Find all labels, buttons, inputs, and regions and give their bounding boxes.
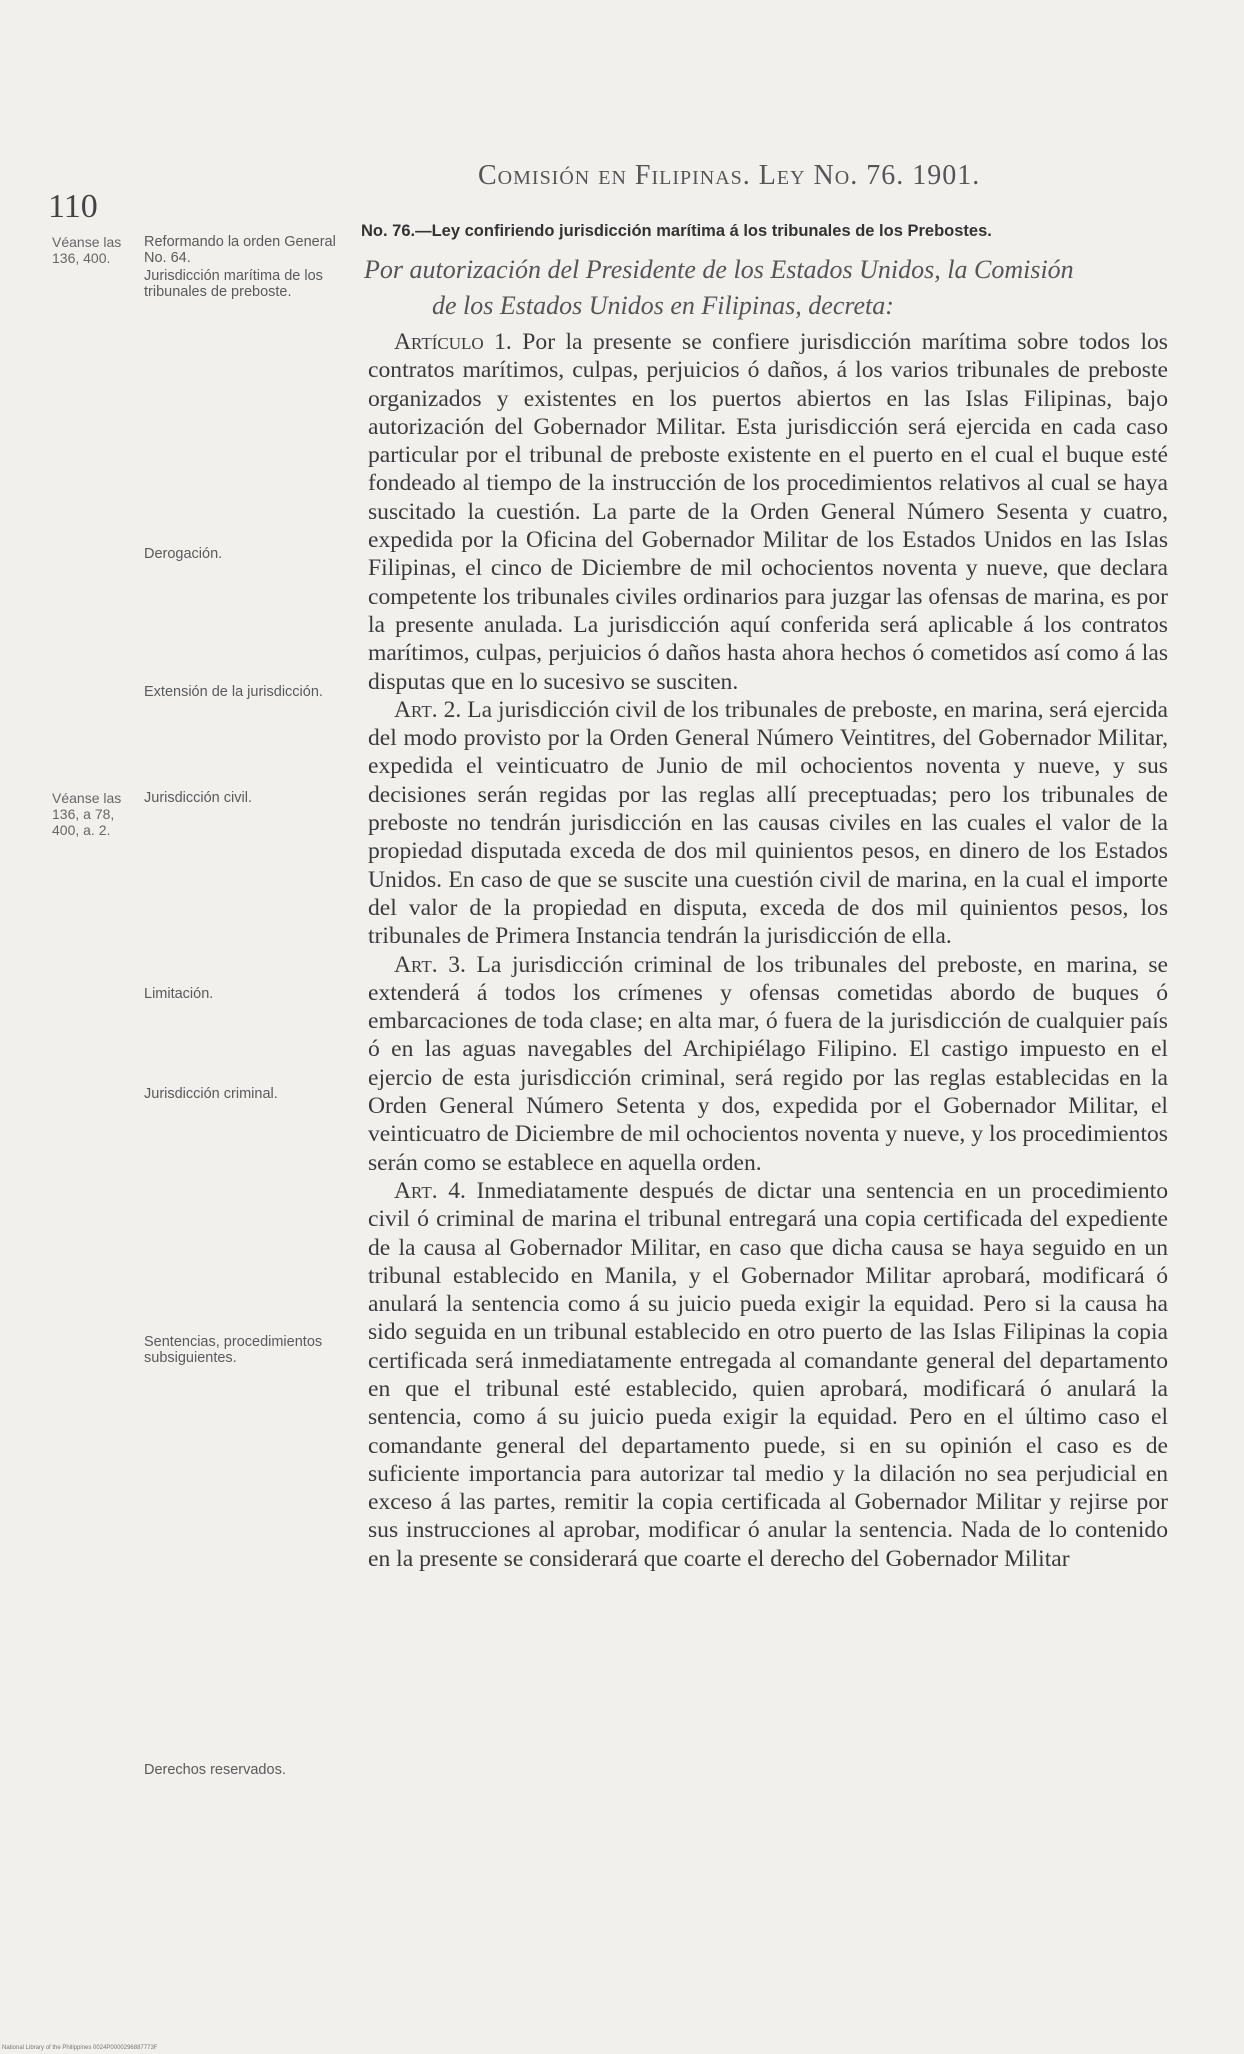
article-text: La jurisdicción civil de los tribunales de preboste, en marina, será ejercida del modo provisto por la Orden General Número Veintitres, del Gobernador Militar, expedida el veinticuatro de Junio de mil ochocientos noventa y nueve, y sus decisiones serán regidas por las reglas allí preceptuadas; pero los tribunales de preboste no tendrán jurisdicción en las causas civiles en las cuales el valor de la propiedad disputada exceda de dos mil quinientos pesos, en dinero de los Estados Unidos. En caso de que se suscite una cuestión civil de marina, en la cual el importe del valor de la propiedad en disputa, exceda de dos mil quinientos pesos, los tribunales de Primera Instancia tendrán la jurisdicción de ella.: [368, 696, 1169, 950]
margin-note: Derechos reservados.: [144, 1762, 286, 1778]
enacting-line-1: Por autorización del Presidente de los Estados Unidos, la Comisión: [364, 255, 1074, 284]
article-lead: Art. 3.: [394, 951, 466, 978]
article-4: [368, 1177, 1168, 1573]
enacting-line-2: de los Estados Unidos en Filipinas, decreta:: [432, 291, 894, 320]
margin-note: Limitación.: [144, 986, 214, 1002]
article-lead: Artículo 1.: [394, 329, 512, 355]
running-head: Comisión en Filipinas. Ley No. 76. 1901.: [478, 160, 981, 191]
act-heading: No. 76.—Ley confiriendo jurisdicción marítima á los tribunales de los Prebostes.: [361, 222, 992, 240]
article-text: La jurisdicción criminal de los tribunales del preboste, en marina, se extenderá á todos los crímenes y ofensas cometidas abordo de buques ó embarcaciones de toda clase; en alta mar, ó fuera de la jurisdicción de cualquier país ó en las aguas navegables del Archipiélago Filipino. El castigo impuesto en el ejercio de esta jurisdicción criminal, será regido por las reglas establecidas en la Orden General Número Setenta y dos, expedida por el Gobernador Militar, el veinticuatro de Diciembre de mil ochocientos noventa y nueve, y los procedimientos serán como se establece en aquella orden.: [368, 951, 1169, 1176]
act-body: [368, 328, 1168, 1573]
article-3: [368, 951, 1168, 1177]
margin-cross-reference: Véanse las 136, a 78, 400, a. 2.: [52, 790, 122, 838]
enacting-clause: [364, 252, 1170, 324]
article-1: [368, 328, 1168, 696]
article-lead: Art. 4.: [394, 1177, 466, 1204]
page-number: 110: [48, 188, 98, 225]
margin-note: Sentencias, procedimientos subsiguientes.: [144, 1334, 323, 1366]
scan-footer: National Library of the Philippines 0024P0000296887773F: [2, 2045, 158, 2051]
article-2: [368, 696, 1168, 951]
margin-note: Jurisdicción civil.: [144, 790, 252, 806]
margin-note: Reformando la orden General No. 64.: [144, 234, 336, 266]
margin-note: Extensión de la jurisdicción.: [144, 684, 323, 700]
margin-cross-reference: Véanse las 136, 400.: [52, 234, 122, 266]
margin-note: Derogación.: [144, 546, 223, 562]
margin-note: Jurisdicción criminal.: [144, 1086, 278, 1102]
article-text: Inmediatamente después de dictar una sentencia en un procedimiento civil ó criminal de marina el tribunal entregará una copia certificada del expediente de la causa al Gobernador Militar, en caso que dicha causa se haya seguido en un tribunal establecido en Manila, y el Gobernador Militar aprobará, modificará ó anulará la sentencia como á su juicio pueda exigir la equidad. Pero si la causa ha sido seguida en un tribunal establecido en otro puerto de las Islas Filipinas la copia certificada será inmediatamente entregada al comandante general del departamento en que el tribunal esté establecido, quien aprobará, modificará ó anulará la sentencia, como á su juicio pueda exigir la equidad. Pero en el último caso el comandante general del departamento puede, si en su opinión el caso es de suficiente importancia para autorizar tal medio y la dilación no sea perjudicial en exceso á las partes, remitir la copia certificada al Gobernador Militar y rejirse por sus instrucciones al aprobar, modificar ó anular la sentencia. Nada de lo contenido en la presente se considerará que coarte el derecho del Gobernador Militar: [368, 1177, 1169, 1572]
margin-note: Jurisdicción marítima de los tribunales de preboste.: [144, 268, 323, 300]
article-lead: Art. 2.: [394, 696, 462, 723]
article-text: Por la presente se confiere jurisdicción marítima sobre todos los contratos marítimos, culpas, perjuicios ó daños, á los varios tribunales de preboste organizados y existentes en los puertos abiertos en las Islas Filipinas, bajo autorización del Gobernador Militar. Esta jurisdicción será ejercida en cada caso particular por el tribunal de preboste existente en el puerto en el cual el buque esté fondeado al tiempo de la instrucción de los procedimientos relativos al cual se haya suscitado la cuestión. La parte de la Orden General Número Sesenta y cuatro, expedida por la Oficina del Gobernador Militar de los Estados Unidos en las Islas Filipinas, el cinco de Diciembre de mil ochocientos noventa y nueve, que declara competente los tribunales civiles ordinarios para juzgar las ofensas de marina, es por la presente anulada. La jurisdicción aquí conferida será aplicable á los contratos marítimos, culpas, perjuicios ó daños hasta ahora hechos ó cometidos así como á las disputas que en lo sucesivo se susciten.: [368, 329, 1168, 695]
